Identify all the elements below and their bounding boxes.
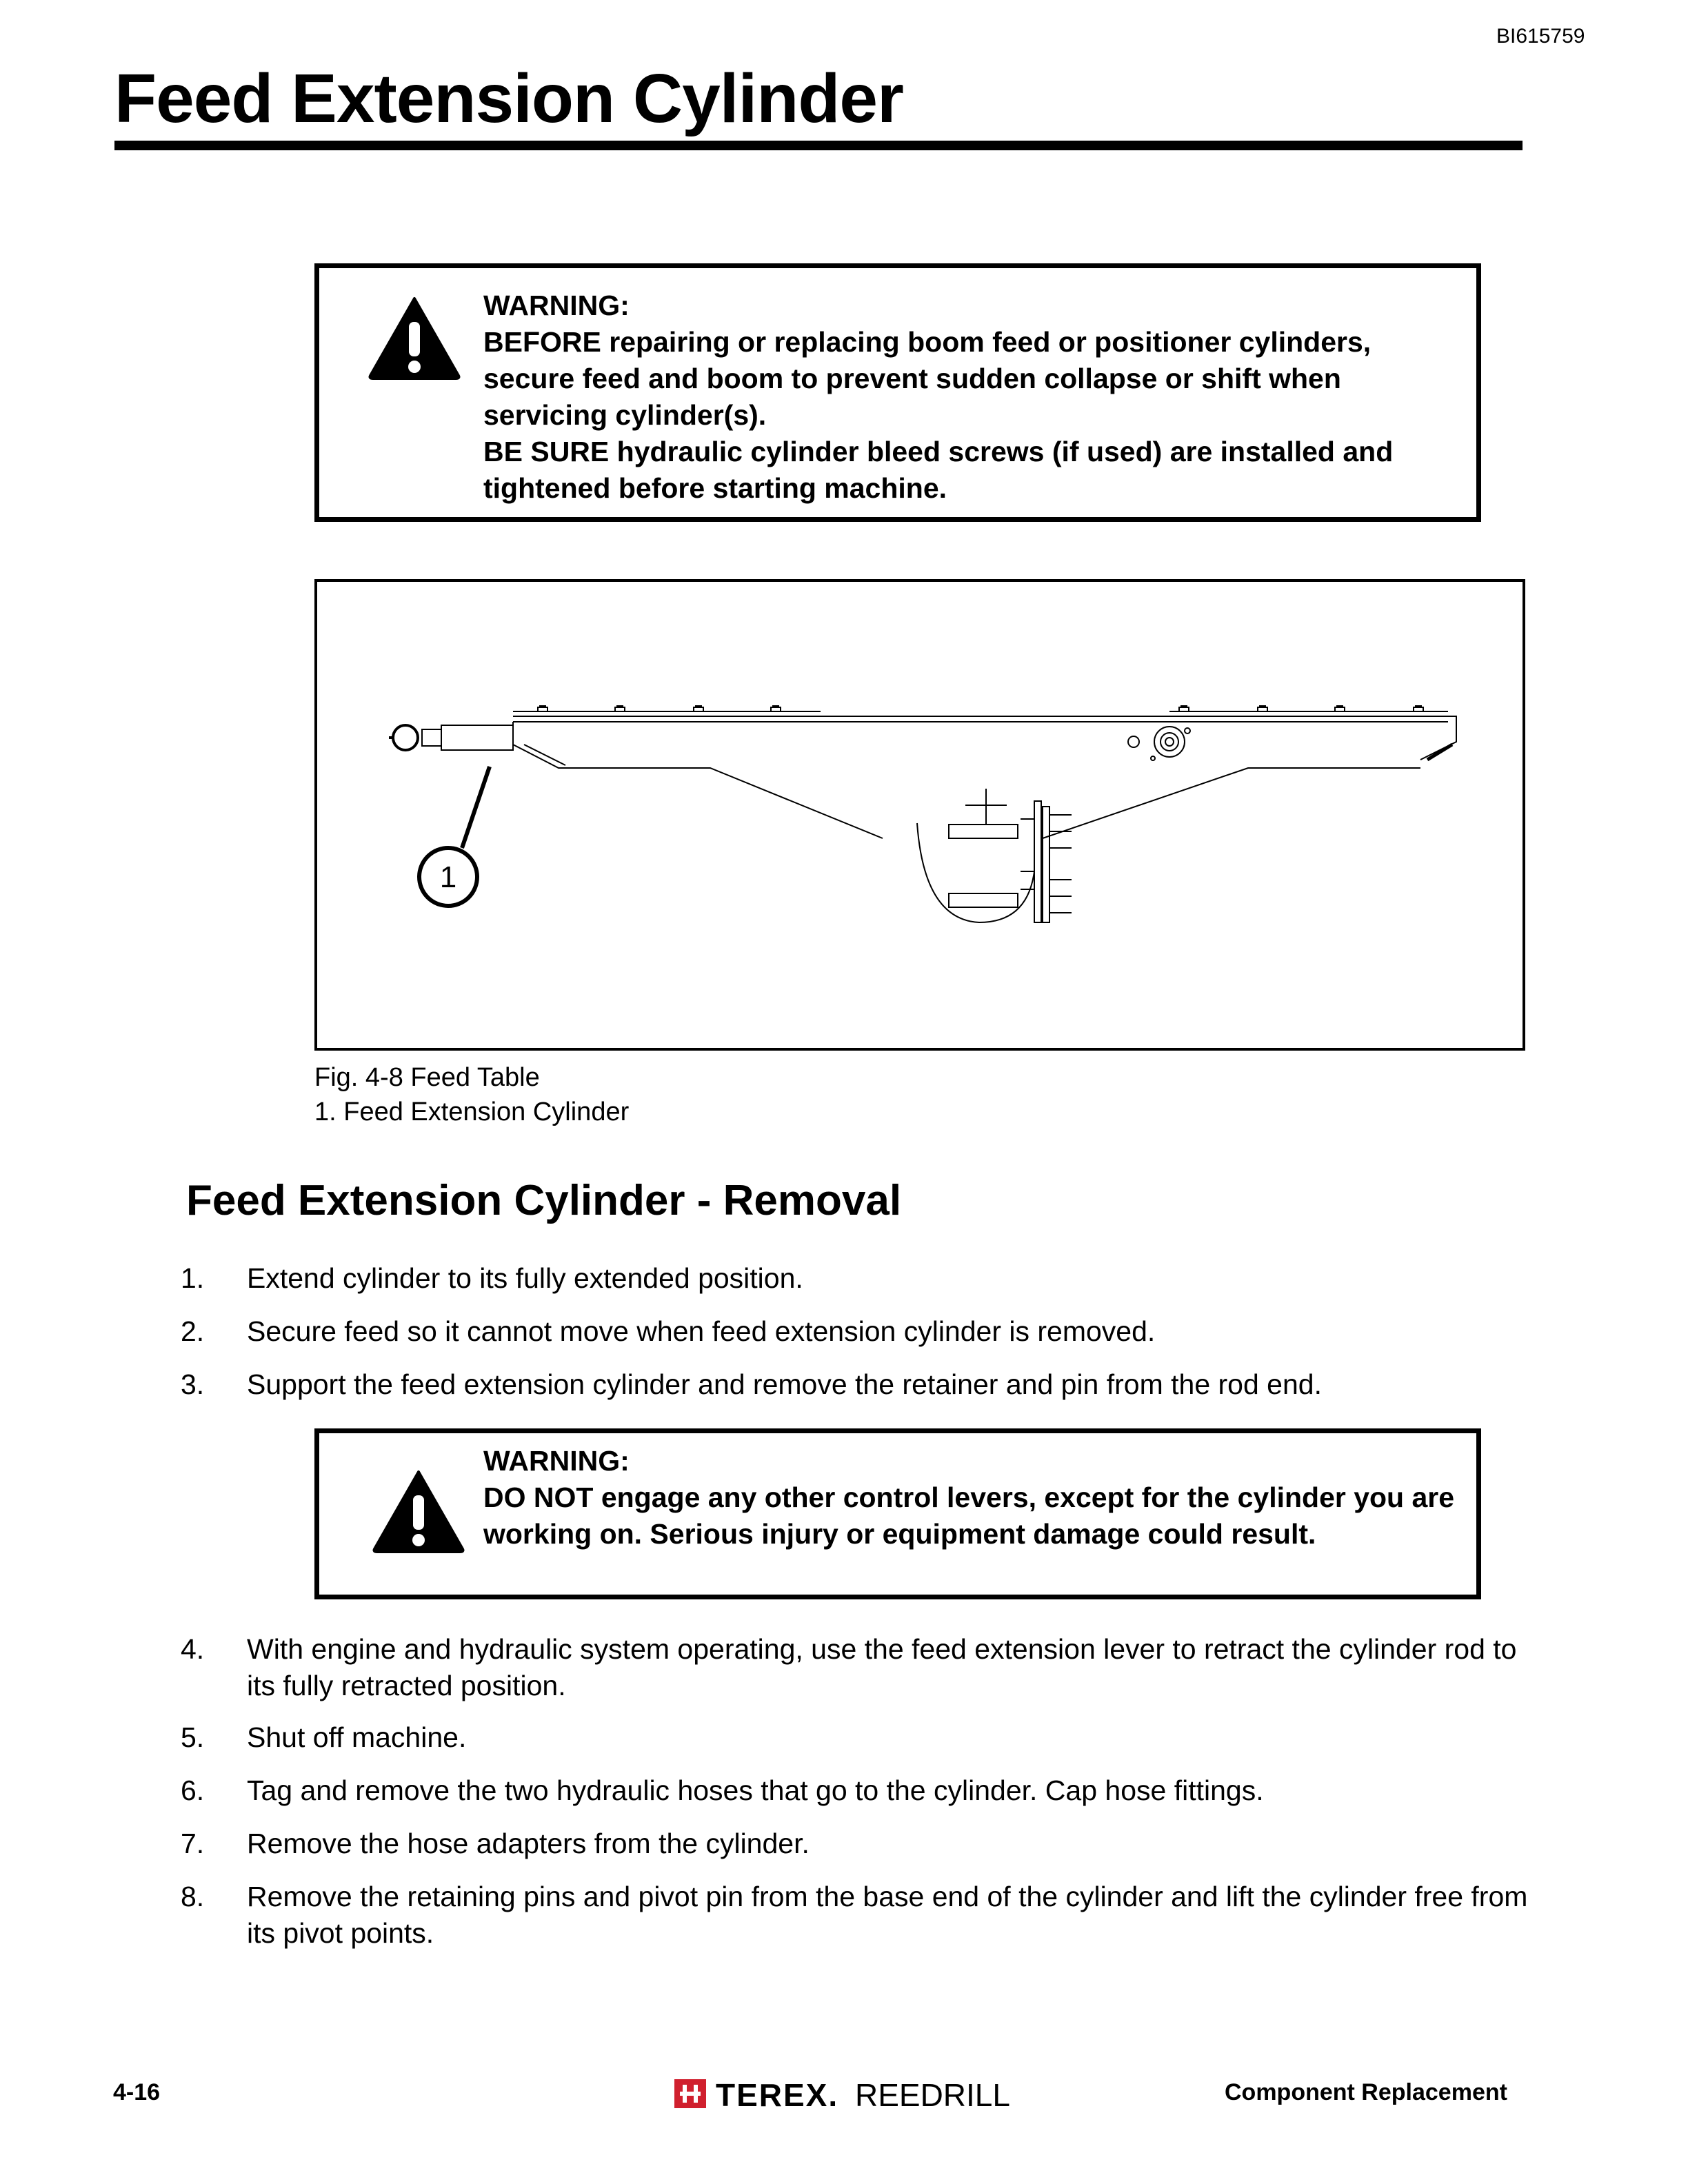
step-text: Secure feed so it cannot move when feed extension cylinder is removed.	[247, 1315, 1156, 1347]
step-text: Tag and remove the two hydraulic hoses that go to the cylinder. Cap hose fittings.	[247, 1775, 1264, 1806]
warning-heading: WARNING:	[483, 290, 630, 321]
step-number: 6.	[181, 1775, 205, 1806]
rail-bolt	[1335, 706, 1345, 711]
rail-bolt	[771, 706, 781, 711]
page-number: 4-16	[113, 2079, 161, 2105]
terex-logo-icon	[673, 2076, 709, 2112]
step-text: With engine and hydraulic system operating, use the feed extension lever to retract the cylinder rod to its fully retracted position.	[247, 1633, 1517, 1701]
figure-legend-item: 1. Feed Extension Cylinder	[314, 1098, 630, 1126]
step-number: 5.	[181, 1721, 205, 1753]
warning-triangle-icon	[372, 1469, 465, 1553]
rail-bolt	[615, 706, 625, 711]
step-text: Support the feed extension cylinder and remove the retainer and pin from the rod end.	[247, 1368, 1322, 1400]
document-id: BI615759	[1496, 25, 1585, 48]
feed-table-figure	[314, 579, 1525, 1051]
section-heading: Feed Extension Cylinder - Removal	[186, 1177, 902, 1224]
feed-table-drawing	[317, 582, 1523, 1048]
brand-name-terex: TEREX.	[716, 2077, 839, 2113]
warning-heading: WARNING:	[483, 1445, 630, 1477]
step-number: 8.	[181, 1881, 205, 1912]
figure-title: Fig. 4-8 Feed Table	[314, 1063, 540, 1092]
step-number: 2.	[181, 1315, 205, 1347]
warning-box-top	[314, 263, 1481, 522]
brand-logo	[670, 2074, 1029, 2115]
step-number: 7.	[181, 1828, 205, 1859]
warning-text	[483, 287, 1463, 507]
callout-number: 1	[439, 860, 457, 894]
callout-leader	[462, 767, 490, 848]
warning-text	[483, 1443, 1463, 1553]
warning-line: DO NOT engage any other control levers, except for the cylinder you are working on. Serious injury or equipment damage could result.	[483, 1482, 1455, 1550]
brand-name-reedrill: REEDRILL	[855, 2077, 1010, 2113]
warning-line: BEFORE repairing or replacing boom feed or positioner cylinders, secure feed and boom to prevent sudden collapse or shift when servicing cylinder(s).	[483, 326, 1372, 431]
footer-section-title: Component Replacement	[1225, 2079, 1507, 2105]
step-text: Extend cylinder to its fully extended position.	[247, 1262, 803, 1294]
title-rule	[114, 141, 1523, 150]
rail-bolt	[694, 706, 703, 711]
rail-bolt	[538, 706, 547, 711]
step-number: 4.	[181, 1633, 205, 1665]
warning-triangle-icon	[368, 296, 461, 380]
figure-caption	[314, 1060, 629, 1129]
step-text: Shut off machine.	[247, 1721, 467, 1753]
rail-bolt	[1179, 706, 1189, 711]
step-number: 1.	[181, 1262, 205, 1294]
warning-line: BE SURE hydraulic cylinder bleed screws (if used) are installed and tightened before starting machine.	[483, 436, 1394, 504]
rail-bolt	[1414, 706, 1423, 711]
step-number: 3.	[181, 1368, 205, 1400]
page-title: Feed Extension Cylinder	[114, 60, 903, 137]
warning-box-bottom	[314, 1428, 1481, 1599]
rail-bolt	[1258, 706, 1267, 711]
step-text: Remove the hose adapters from the cylinder.	[247, 1828, 810, 1859]
step-text: Remove the retaining pins and pivot pin from the base end of the cylinder and lift the cylinder free from its pivot points.	[247, 1881, 1528, 1949]
